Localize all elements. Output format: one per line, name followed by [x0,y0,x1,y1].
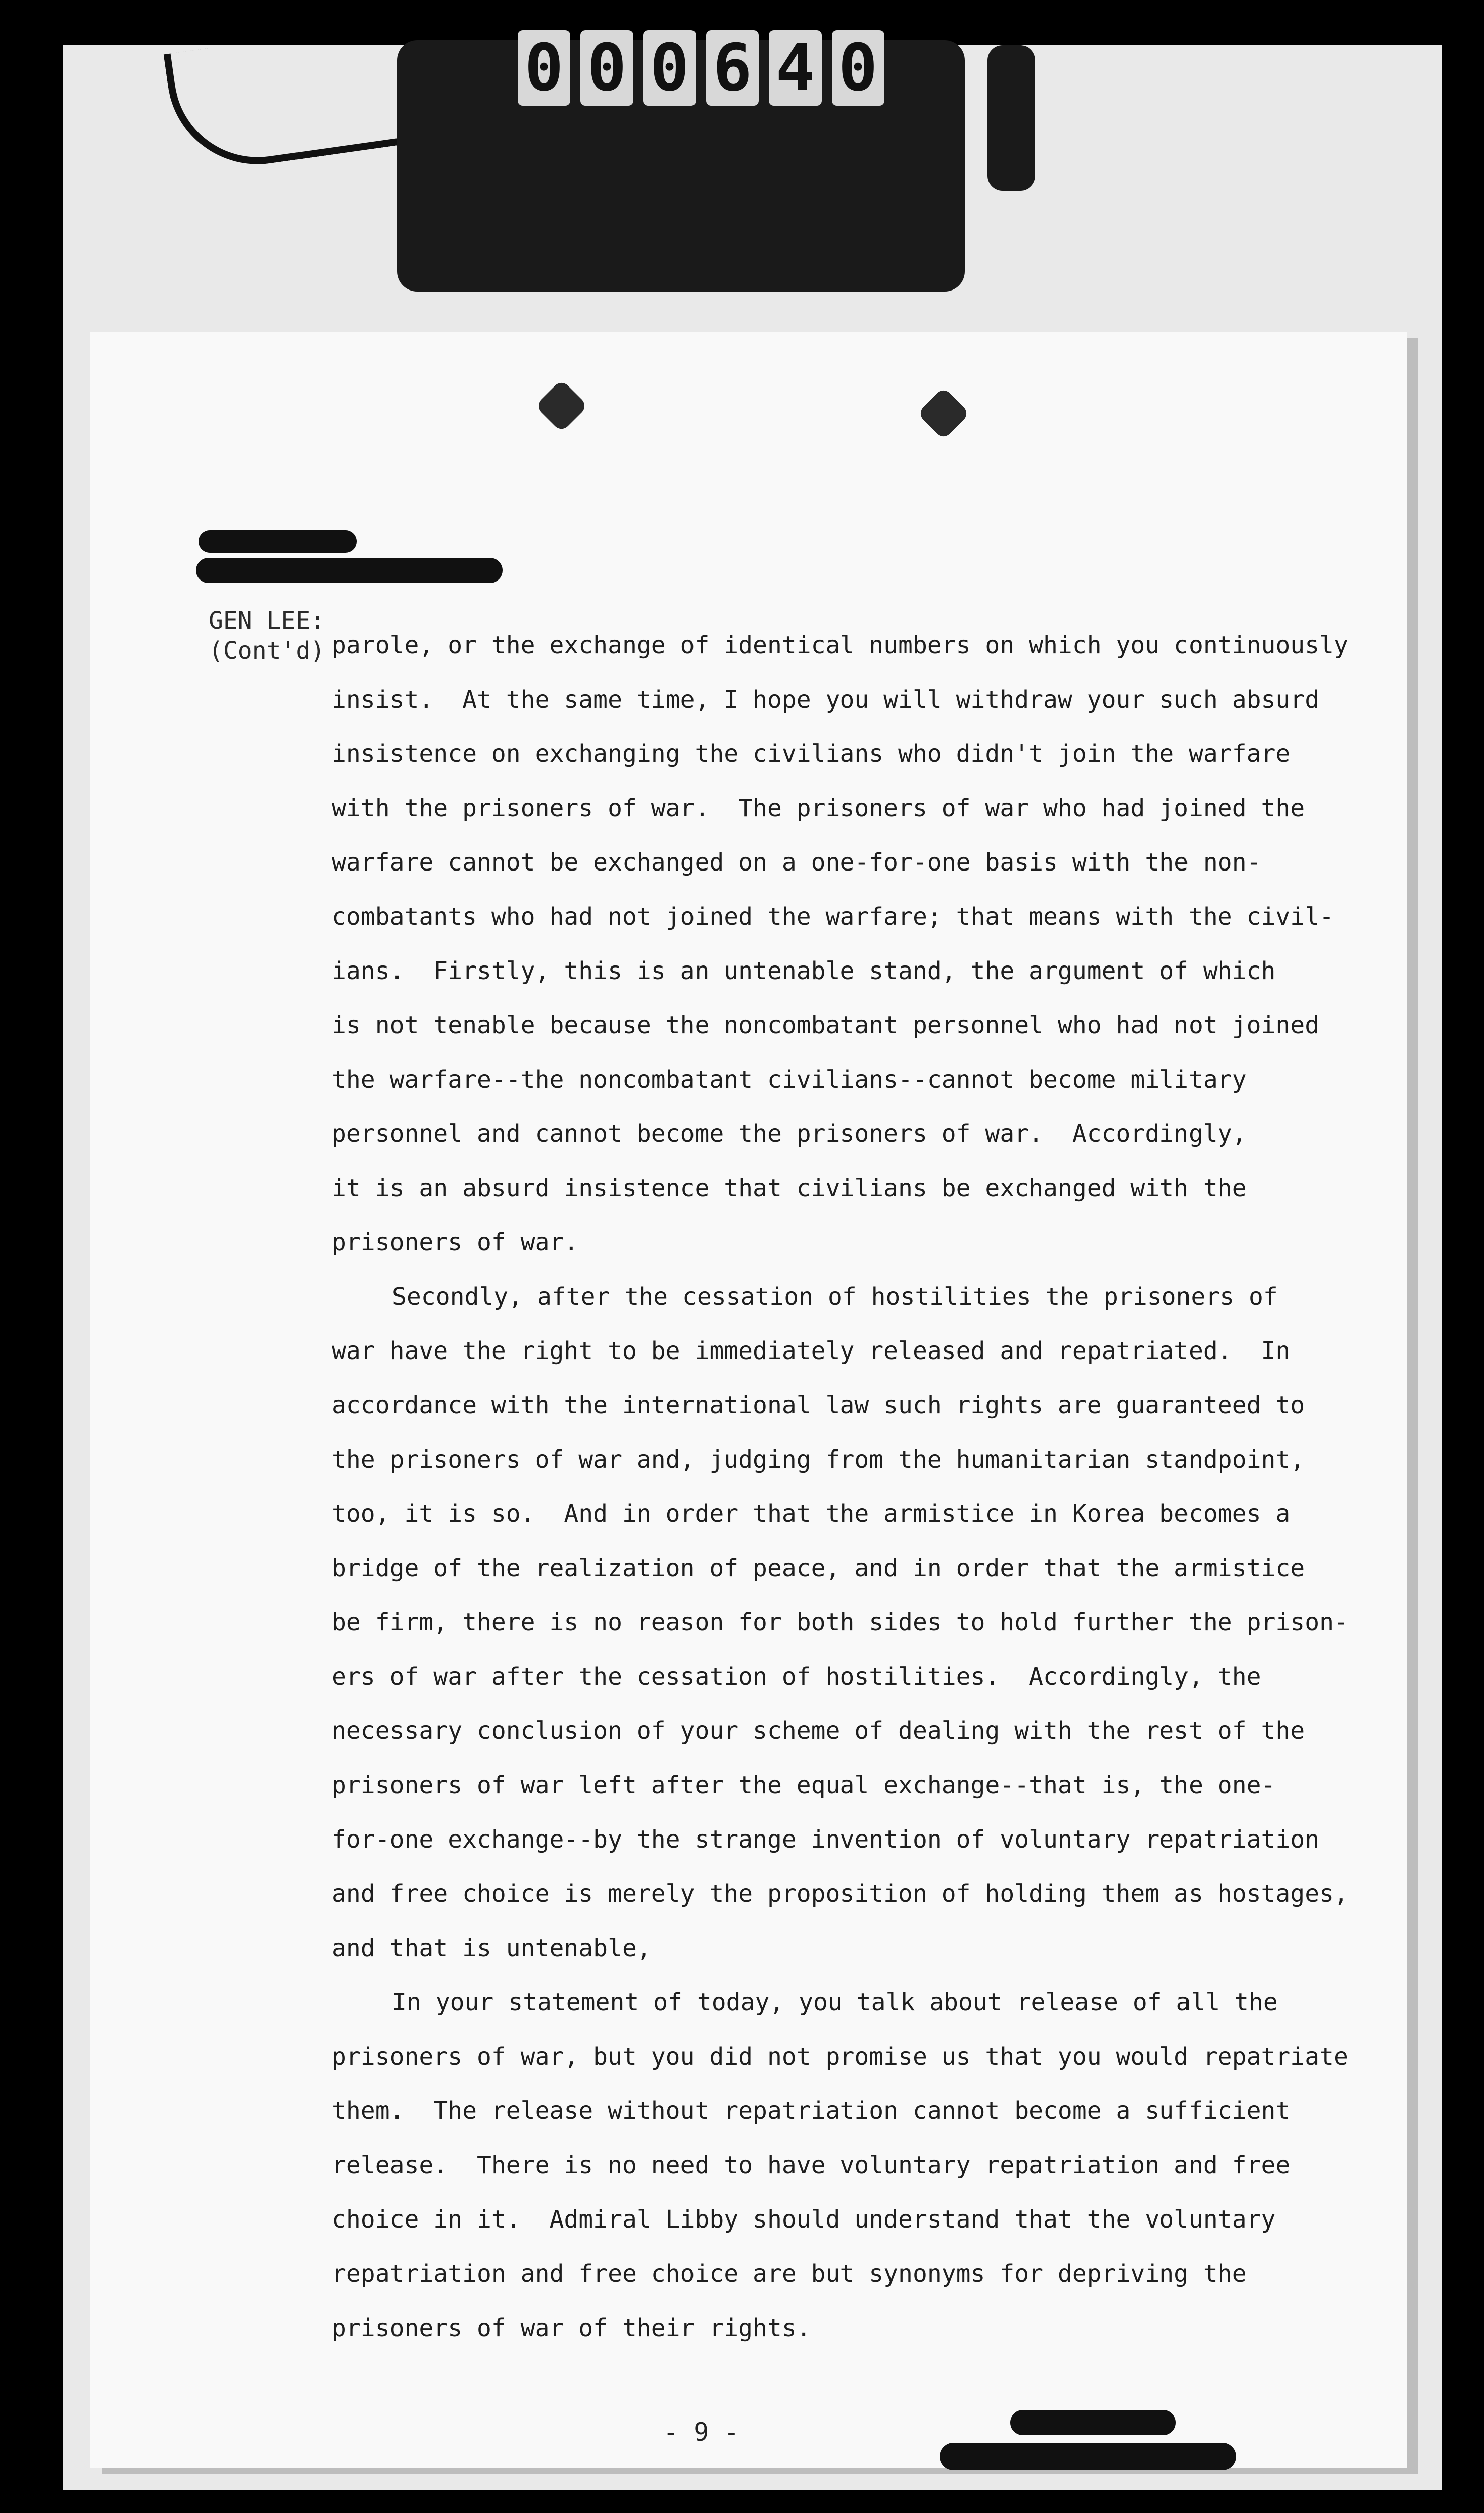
text-line: and that is untenable, [332,1934,651,1962]
text-line: prisoners of war, but you did not promise us that you would repatriate [332,2043,1348,2071]
text-line: combatants who had not joined the warfare; that means with the civil- [332,903,1334,931]
text-line: warfare cannot be exchanged on a one-for-one basis with the non- [332,848,1261,877]
text-line: war have the right to be immediately released and repatriated. In [332,1337,1291,1365]
text-line: them. The release without repatriation cannot become a sufficient [332,2097,1291,2125]
text-line: accordance with the international law such rights are guaranteed to [332,1391,1305,1419]
speaker-cont: (Cont'd) [209,637,325,665]
text-line: ians. Firstly, this is an untenable stand, the argument of which [332,957,1276,985]
transcript-body [332,618,1357,2355]
text-line: it is an absurd insistence that civilians be exchanged with the [332,1174,1247,1202]
text-line: In your statement of today, you talk about release of all the [392,1988,1278,2016]
counter-digits [518,30,884,106]
text-line: is not tenable because the noncombatant personnel who had not joined [332,1011,1320,1039]
text-line: with the prisoners of war. The prisoners of war who had joined the [332,794,1305,822]
page-number: - 9 - [663,2418,739,2447]
text-line: choice in it. Admiral Libby should understand that the voluntary [332,2205,1276,2234]
redaction-bar [199,530,357,553]
redaction-bar [1010,2410,1176,2435]
text-line: necessary conclusion of your scheme of dealing with the rest of the [332,1717,1305,1745]
counter-knob [987,45,1035,191]
text-line: parole, or the exchange of identical numbers on which you continuously [332,631,1348,659]
text-line: the prisoners of war and, judging from the humanitarian standpoint, [332,1445,1305,1474]
text-line: prisoners of war of their rights. [332,2314,811,2342]
text-line: bridge of the realization of peace, and in order that the armistice [332,1554,1305,1582]
text-line: insist. At the same time, I hope you will withdraw your such absurd [332,686,1320,714]
counter-digit: 6 [706,30,759,106]
text-line: Secondly, after the cessation of hostilities the prisoners of [392,1283,1278,1311]
speaker-label [209,606,325,666]
redaction-bar [940,2443,1236,2470]
text-line: repatriation and free choice are but synonyms for depriving the [332,2260,1247,2288]
text-line: personnel and cannot become the prisoners of war. Accordingly, [332,1120,1247,1148]
counter-digit: 0 [518,30,570,106]
speaker-name: GEN LEE: [209,607,325,635]
counter-digit: 0 [580,30,633,106]
text-line: for-one exchange--by the strange invention of voluntary repatriation [332,1825,1320,1854]
counter-digit: 0 [832,30,884,106]
counter-digit: 4 [769,30,822,106]
text-line: insistence on exchanging the civilians who didn't join the warfare [332,740,1291,768]
text-line: the warfare--the noncombatant civilians--cannot become military [332,1066,1247,1094]
counter-digit: 0 [643,30,696,106]
text-line: release. There is no need to have voluntary repatriation and free [332,2151,1291,2179]
text-line: prisoners of war left after the equal exchange--that is, the one- [332,1771,1276,1799]
text-line: too, it is so. And in order that the armistice in Korea becomes a [332,1500,1291,1528]
text-line: be firm, there is no reason for both sides to hold further the prison- [332,1608,1348,1636]
text-line: and free choice is merely the proposition of holding them as hostages, [332,1880,1348,1908]
text-line: ers of war after the cessation of hostilities. Accordingly, the [332,1663,1261,1691]
redaction-bar [196,558,503,583]
text-line: prisoners of war. [332,1228,579,1257]
